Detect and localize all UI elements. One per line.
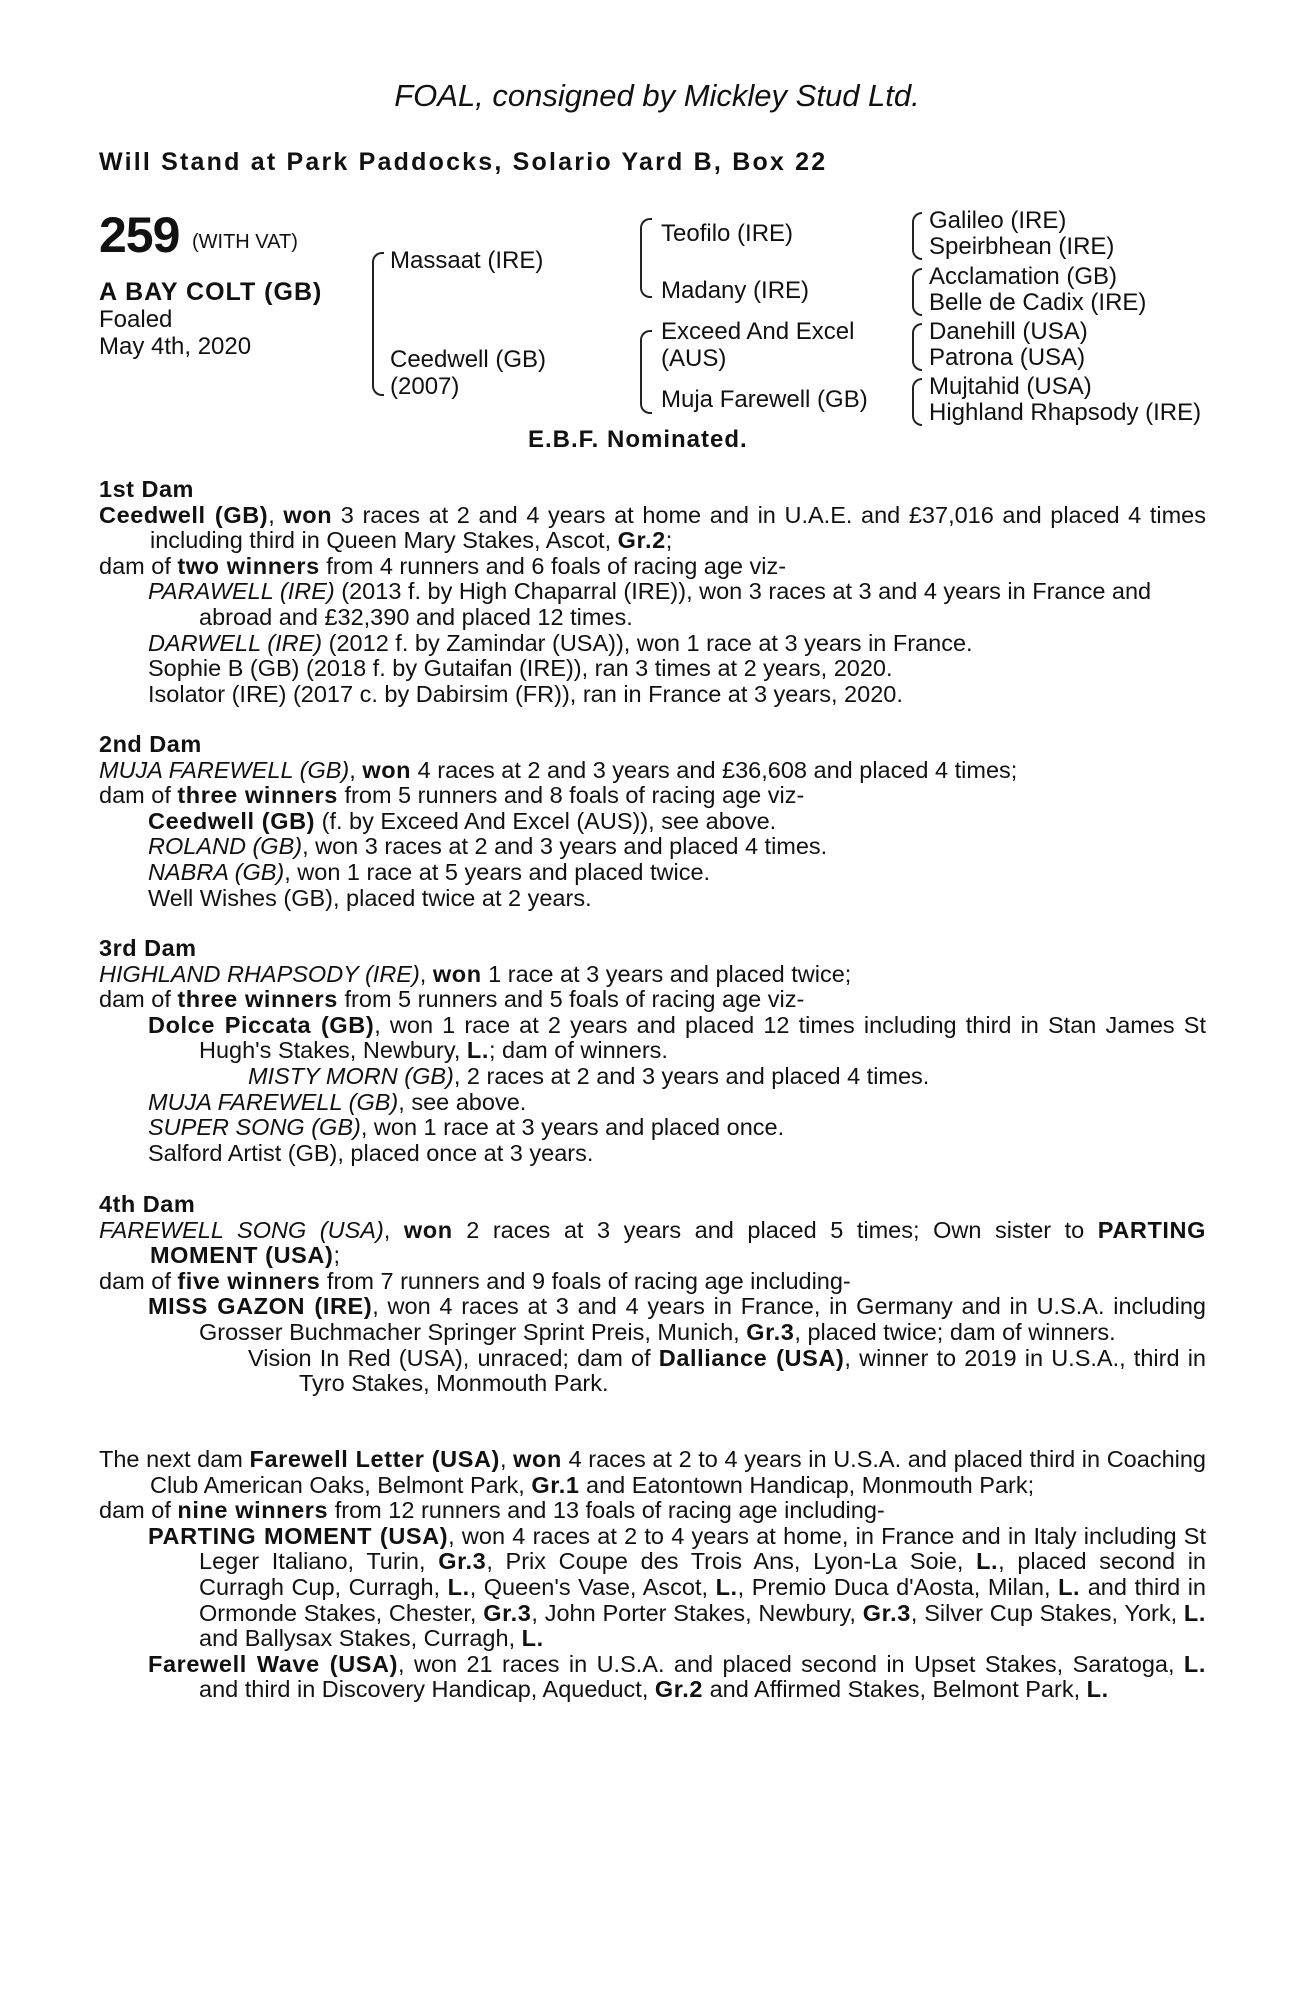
won-label: won xyxy=(432,960,482,987)
vat-note: (WITH VAT) xyxy=(192,231,298,253)
pedigree-dsd: Patrona (USA) xyxy=(929,344,1086,371)
text: dam of xyxy=(99,1497,178,1524)
text: , won 1 race at 2 years and placed 12 times including third in Stan James St Hugh's Stakes, Newbury, xyxy=(199,1011,1206,1064)
text: , Silver Cup Stakes, York, xyxy=(910,1599,1184,1626)
grade: Gr.3 xyxy=(483,1599,532,1626)
winners-count: three winners xyxy=(177,986,338,1013)
horse-description: A BAY COLT (GB) xyxy=(99,278,323,306)
grade: L. xyxy=(715,1573,738,1600)
produce-name: PARAWELL (IRE) xyxy=(148,578,335,605)
dam-name: HIGHLAND RHAPSODY (IRE) xyxy=(99,960,420,987)
second-dam-produce-summary xyxy=(99,783,1206,809)
fourth-dam-produce-summary xyxy=(99,1269,1206,1295)
first-dam-section xyxy=(99,477,1206,707)
text: , placed second in Curragh Cup, Curragh, xyxy=(199,1548,1206,1600)
ebf-nomination: E.B.F. Nominated. xyxy=(528,426,748,453)
pedigree-dam: Ceedwell (GB) xyxy=(390,346,547,373)
text: from 5 runners and 8 foals of racing age viz- xyxy=(337,782,805,809)
text: from 5 runners and 5 foals of racing age viz- xyxy=(337,986,805,1013)
text: , won 4 races at 2 to 4 years at home, in France and in Italy including St Leger Italiano, Turin, xyxy=(199,1522,1206,1575)
produce-entry xyxy=(99,809,1206,835)
produce-entry: Sophie B (GB) (2018 f. by Gutaifan (IRE)), ran 3 times at 2 years, 2020. xyxy=(148,655,893,682)
text: , xyxy=(499,1446,514,1472)
text: , see above. xyxy=(398,1088,527,1115)
text: , Prix Coupe des Trois Ans, Lyon-La Soie, xyxy=(486,1548,977,1575)
produce-name: DARWELL (IRE) xyxy=(148,629,323,656)
third-dam-heading: 3rd Dam xyxy=(99,935,197,961)
text: , xyxy=(268,501,284,528)
produce-entry xyxy=(99,1064,1206,1090)
text: , won 21 races in U.S.A. and placed second in Upset Stakes, Saratoga, xyxy=(398,1650,1184,1677)
produce-name: MISTY MORN (GB) xyxy=(248,1062,454,1089)
pedigree-brace-ss xyxy=(912,212,922,260)
text: and Affirmed Stakes, Belmont Park, xyxy=(703,1676,1087,1703)
winners-count: nine winners xyxy=(177,1497,329,1524)
text: , won 1 race at 3 years and placed once. xyxy=(360,1114,785,1141)
pedigree-dd: Muja Farewell (GB) xyxy=(661,386,868,413)
text: , xyxy=(383,1216,404,1243)
grade: Gr.2 xyxy=(654,1676,704,1703)
produce-name: Farewell Wave (USA) xyxy=(148,1650,399,1677)
pedigree-brace-dam xyxy=(640,330,652,414)
text: and third in Discovery Handicap, Aqueduct, xyxy=(199,1676,655,1703)
grade: L. xyxy=(447,1573,470,1600)
text: 3 races at 2 and 4 years at home and in U.A.E. and £37,016 and placed 4 times including third in Queen Mary Stakes, Ascot, xyxy=(150,501,1206,554)
text: , won 1 race at 5 years and placed twice. xyxy=(284,858,711,885)
text: , xyxy=(349,756,363,783)
next-dam-section xyxy=(99,1447,1206,1703)
text: 4 races at 2 to 4 years in U.S.A. and placed third in Coaching Club American Oaks, Belmont Park, xyxy=(150,1446,1206,1498)
pedigree-ss: Teofilo (IRE) xyxy=(661,220,794,247)
relative-name: PARTING MOMENT (USA) xyxy=(150,1216,1207,1269)
fourth-dam-record xyxy=(99,1218,1206,1269)
text: ; xyxy=(665,527,673,554)
next-dam-record xyxy=(99,1447,1206,1498)
third-dam-section xyxy=(99,936,1206,1166)
produce-entry xyxy=(99,1652,1206,1703)
text: The next dam xyxy=(99,1446,250,1472)
produce-entry xyxy=(99,1090,1206,1116)
lot-number: 259 xyxy=(99,207,180,263)
text: (2013 f. by High Chaparral (IRE)), won 3 races at 3 and 4 years in France and abroad and £32,390 and placed 12 times. xyxy=(199,578,1152,630)
text: , won 4 races at 3 and 4 years in France, in Germany and in U.S.A. including Grosser Buchmacher Springer Sprint Preis, Munich, xyxy=(199,1293,1206,1345)
text: , won 3 races at 2 and 3 years and placed 4 times. xyxy=(302,833,828,860)
produce-entry xyxy=(99,1013,1206,1064)
text: ; xyxy=(333,1242,340,1269)
pedigree-dss: Danehill (USA) xyxy=(929,318,1088,345)
text: 4 races at 2 and 3 years and £36,608 and placed 4 times; xyxy=(411,756,1018,783)
pedigree-sdd: Belle de Cadix (IRE) xyxy=(929,289,1147,316)
pedigree-sds: Acclamation (GB) xyxy=(929,263,1118,290)
produce-entry xyxy=(99,860,1206,886)
produce-entry xyxy=(99,1294,1206,1345)
text: from 7 runners and 9 foals of racing age including- xyxy=(320,1267,851,1294)
text: from 4 runners and 6 foals of racing age viz- xyxy=(319,552,787,579)
text: dam of xyxy=(99,1267,178,1294)
grade: L. xyxy=(1183,1599,1207,1626)
dam-name: Ceedwell (GB) xyxy=(99,501,269,528)
pedigree-brace-sd xyxy=(912,268,922,316)
winners-count: three winners xyxy=(177,782,338,809)
text: , xyxy=(419,960,433,987)
text: and Ballysax Stakes, Curragh, xyxy=(199,1625,522,1652)
produce-name: Dolce Piccata (GB) xyxy=(148,1011,375,1038)
text: , 2 races at 2 and 3 years and placed 4 times. xyxy=(453,1062,930,1089)
first-dam-record xyxy=(99,503,1206,554)
foaled-date: May 4th, 2020 xyxy=(99,333,252,360)
produce-entry: Well Wishes (GB), placed twice at 2 years. xyxy=(148,884,592,911)
won-label: won xyxy=(403,1216,453,1243)
first-dam-heading: 1st Dam xyxy=(99,476,194,502)
pedigree-ds: Exceed And Excel xyxy=(661,318,855,345)
produce-entry xyxy=(99,1346,1206,1397)
text: 1 race at 3 years and placed twice; xyxy=(481,960,852,987)
dam-name: Farewell Letter (USA) xyxy=(249,1446,500,1472)
foaled-label: Foaled xyxy=(99,306,173,333)
text: and third in Ormonde Stakes, Chester, xyxy=(199,1573,1206,1626)
pedigree-ssd: Speirbhean (IRE) xyxy=(929,233,1115,260)
pedigree-dam-year: (2007) xyxy=(390,373,460,400)
dam-name: FAREWELL SONG (USA) xyxy=(99,1216,384,1243)
grade: Gr.3 xyxy=(862,1599,911,1626)
winners-count: five winners xyxy=(177,1267,321,1294)
produce-name: SUPER SONG (GB) xyxy=(148,1114,361,1141)
dam-name: MUJA FAREWELL (GB) xyxy=(99,756,350,783)
grade: L. xyxy=(1058,1573,1081,1600)
text: from 12 runners and 13 foals of racing age including- xyxy=(328,1497,885,1524)
text: dam of xyxy=(99,986,178,1013)
fourth-dam-heading: 4th Dam xyxy=(99,1191,196,1217)
produce-name: MISS GAZON (IRE) xyxy=(148,1293,373,1320)
pedigree-brace-sire xyxy=(640,218,652,298)
text: 2 races at 3 years and placed 5 times; Own sister to xyxy=(452,1216,1098,1243)
grade: L. xyxy=(466,1037,489,1064)
pedigree-brace-gen1 xyxy=(372,252,384,396)
second-dam-section xyxy=(99,732,1206,911)
grade: Gr.3 xyxy=(746,1318,795,1345)
grade: L. xyxy=(521,1625,544,1652)
produce-entry xyxy=(99,631,1206,657)
text: and Eatontown Handicap, Monmouth Park; xyxy=(579,1471,1035,1498)
won-label: won xyxy=(283,501,333,528)
grade: Gr.1 xyxy=(531,1471,580,1498)
page-title: FOAL, consigned by Mickley Stud Ltd. xyxy=(394,78,920,113)
winners-count: two winners xyxy=(177,552,320,579)
won-label: won xyxy=(513,1446,562,1472)
second-dam-record xyxy=(99,758,1206,784)
first-dam-produce-summary xyxy=(99,554,1206,580)
text: , placed twice; dam of winners. xyxy=(794,1318,1116,1345)
produce-name: PARTING MOMENT (USA) xyxy=(148,1522,449,1549)
text: Vision In Red (USA), unraced; dam of xyxy=(248,1344,659,1371)
produce-entry xyxy=(99,579,1206,630)
fourth-dam-section xyxy=(99,1192,1206,1397)
won-label: won xyxy=(362,756,412,783)
produce-entry xyxy=(99,1524,1206,1652)
grade: Gr.3 xyxy=(438,1548,487,1575)
third-dam-produce-summary xyxy=(99,987,1206,1013)
grade: Gr.2 xyxy=(617,527,666,554)
produce-entry xyxy=(99,834,1206,860)
pedigree-dds: Mujtahid (USA) xyxy=(929,373,1092,400)
pedigree-ddd: Highland Rhapsody (IRE) xyxy=(929,399,1202,426)
next-dam-produce-summary xyxy=(99,1498,1206,1524)
grade: L. xyxy=(1183,1650,1207,1677)
text: (f. by Exceed And Excel (AUS)), see above. xyxy=(315,807,777,834)
pedigree-ds-country: (AUS) xyxy=(661,345,727,372)
produce-name: ROLAND (GB) xyxy=(148,833,303,860)
produce-entry: Isolator (IRE) (2017 c. by Dabirsim (FR)), ran in France at 3 years, 2020. xyxy=(148,680,903,707)
pedigree-sire: Massaat (IRE) xyxy=(390,247,544,274)
grade: L. xyxy=(976,1548,999,1575)
pedigree-brace-dd xyxy=(912,378,922,426)
produce-name: NABRA (GB) xyxy=(148,858,285,885)
grade: L. xyxy=(1086,1676,1109,1703)
text: dam of xyxy=(99,782,178,809)
pedigree-sd: Madany (IRE) xyxy=(661,277,810,304)
text: , John Porter Stakes, Newbury, xyxy=(531,1599,863,1626)
stand-location: Will Stand at Park Paddocks, Solario Yard B, Box 22 xyxy=(99,148,828,176)
produce-name: Ceedwell (GB) xyxy=(148,807,316,834)
text: (2012 f. by Zamindar (USA)), won 1 race at 3 years in France. xyxy=(322,629,973,656)
text: ; dam of winners. xyxy=(488,1037,668,1064)
text: , Premio Duca d'Aosta, Milan, xyxy=(737,1573,1059,1600)
produce-entry xyxy=(99,1115,1206,1141)
second-dam-heading: 2nd Dam xyxy=(99,731,202,757)
text: , Queen's Vase, Ascot, xyxy=(469,1573,716,1600)
produce-name: MUJA FAREWELL (GB) xyxy=(148,1088,399,1115)
produce-name: Dalliance (USA) xyxy=(658,1344,845,1371)
pedigree-sss: Galileo (IRE) xyxy=(929,207,1067,234)
produce-entry: Salford Artist (GB), placed once at 3 years. xyxy=(148,1139,594,1166)
pedigree-brace-ds xyxy=(912,323,922,371)
text: , winner to 2019 in U.S.A., third in Tyro Stakes, Monmouth Park. xyxy=(299,1344,1206,1397)
third-dam-record xyxy=(99,962,1206,988)
text: dam of xyxy=(99,552,178,579)
